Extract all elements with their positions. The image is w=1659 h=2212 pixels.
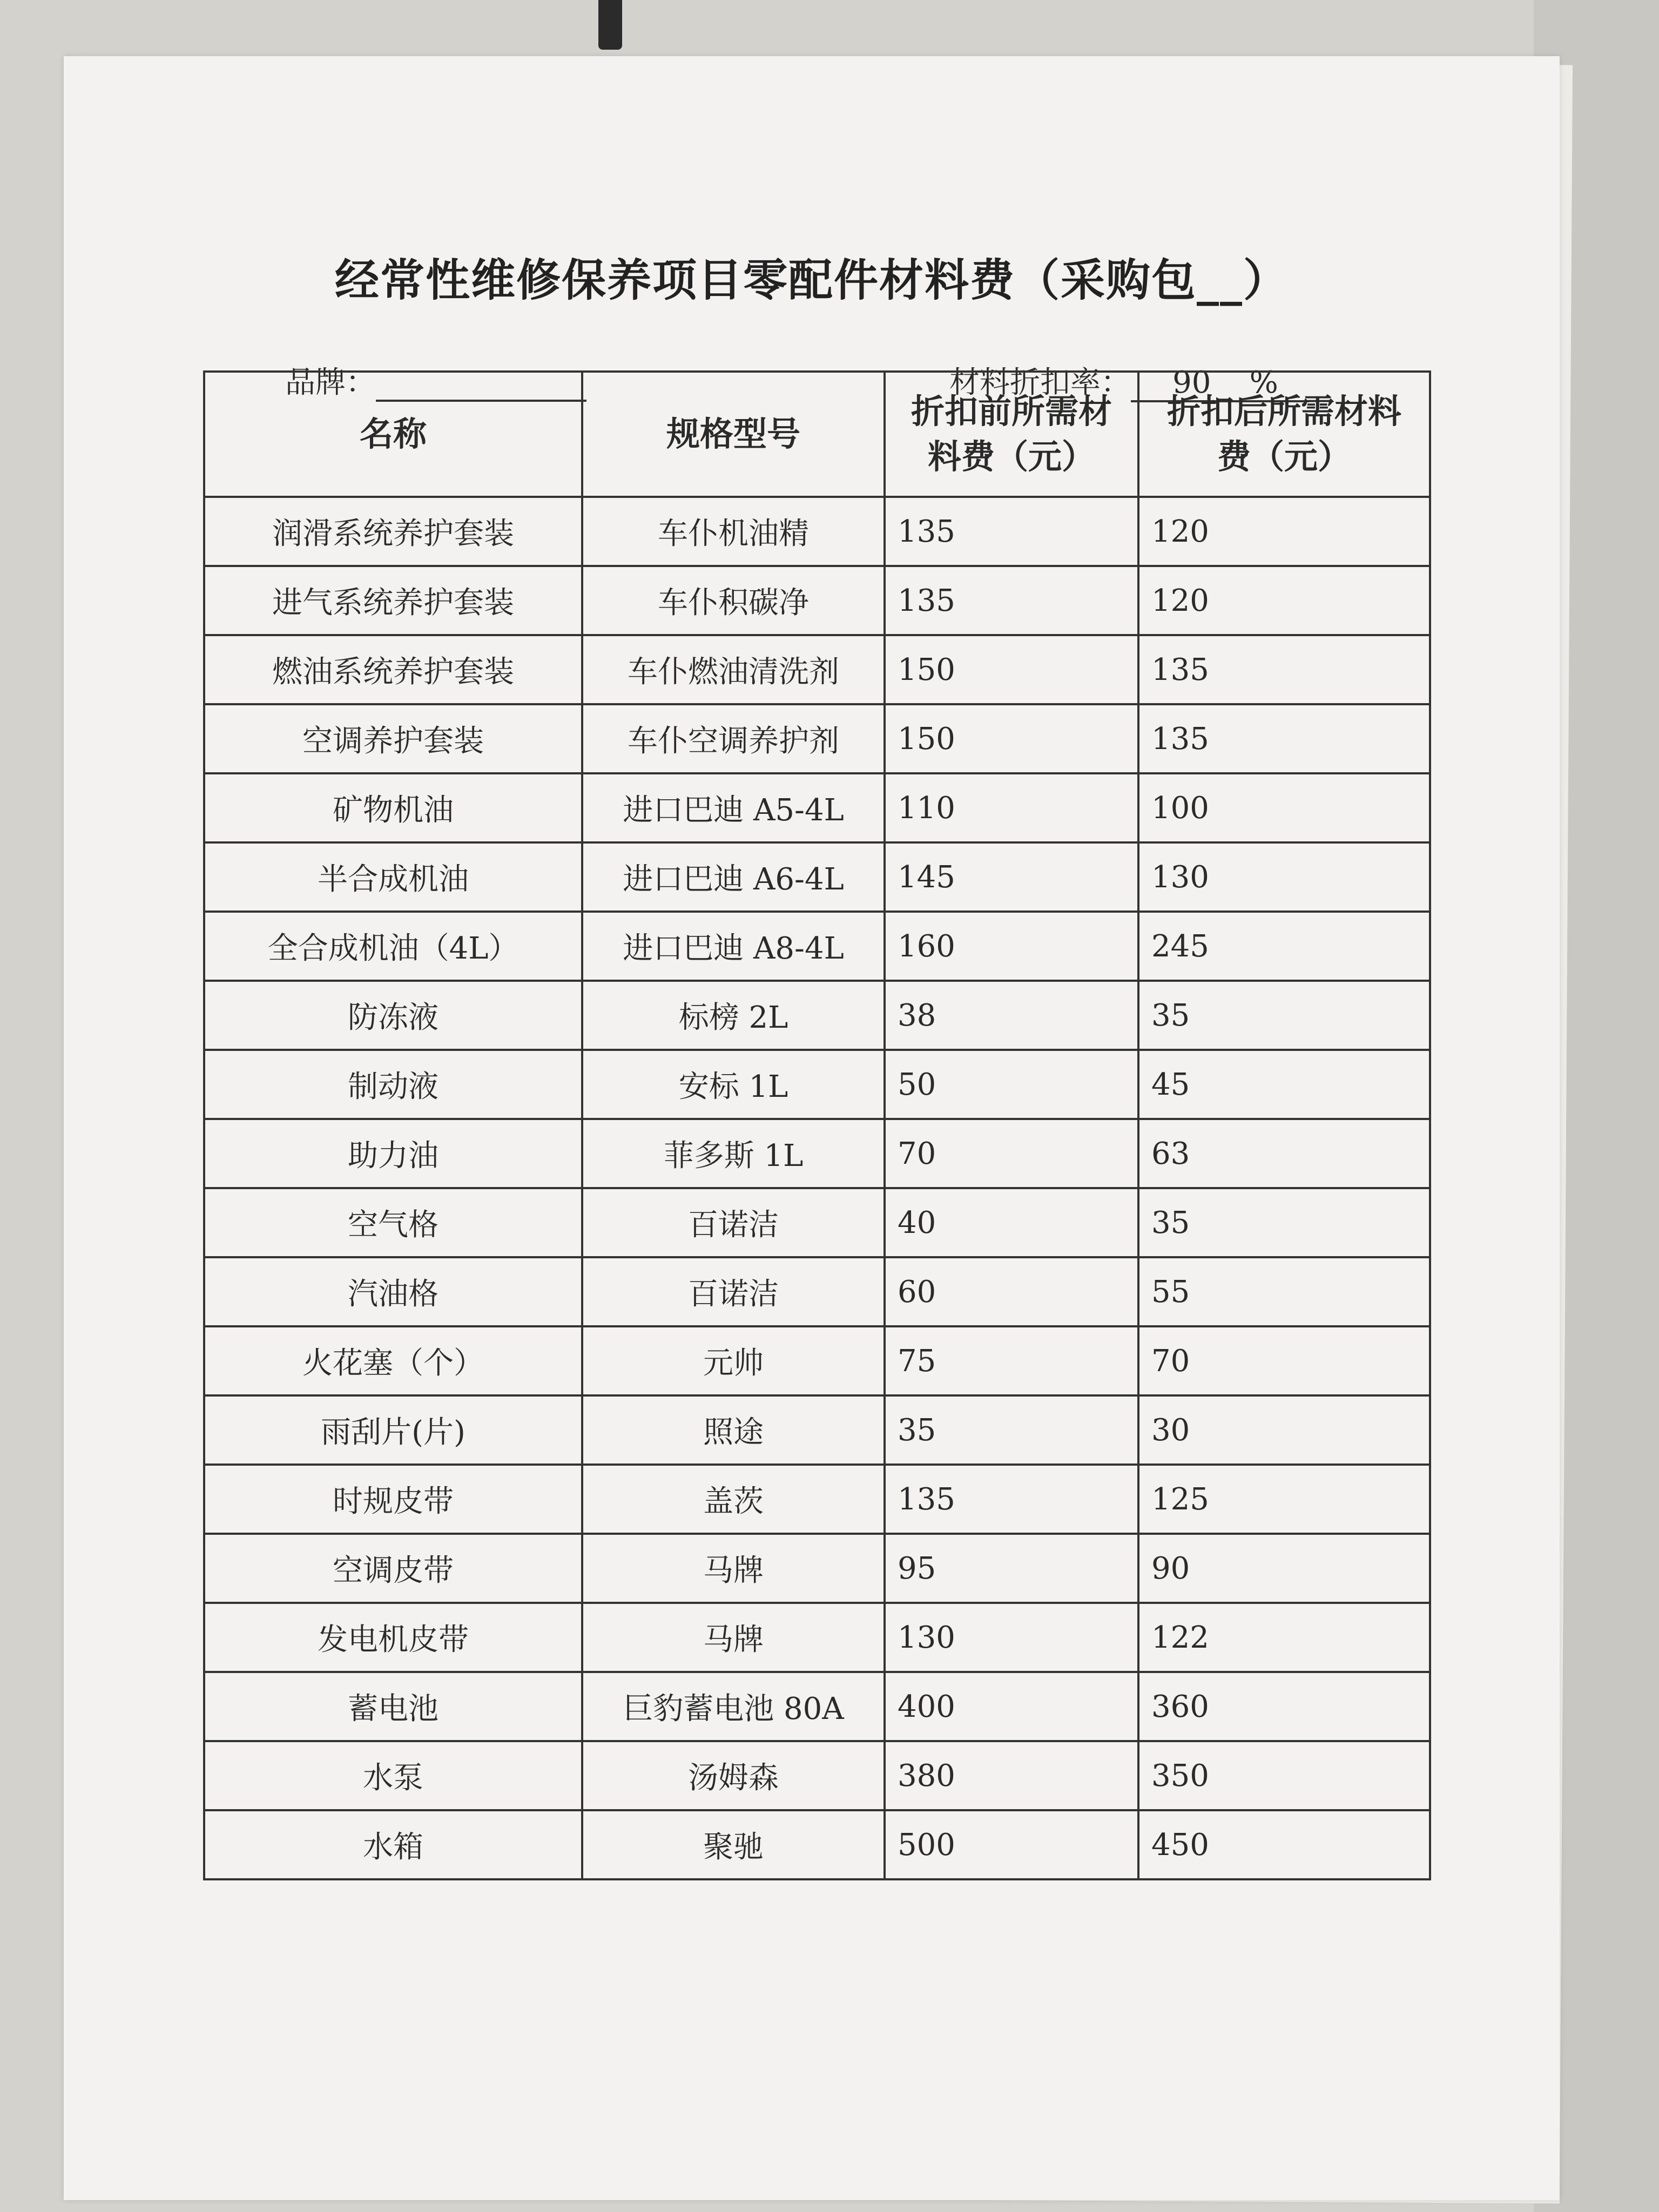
cell-price-after: 130 [1138, 842, 1430, 912]
cell-price-after: 450 [1138, 1810, 1430, 1879]
cell-price-before: 135 [885, 1465, 1138, 1534]
cell-price-before: 50 [885, 1050, 1138, 1119]
table-row [204, 912, 1430, 981]
cell-spec: 车仆积碳净 [582, 566, 885, 635]
cell-price-before: 70 [885, 1119, 1138, 1188]
header-spec: 规格型号 [582, 372, 885, 497]
table-row [204, 1741, 1430, 1810]
table-row [204, 981, 1430, 1050]
cell-name: 水泵 [204, 1741, 582, 1810]
cell-spec: 百诺洁 [582, 1257, 885, 1326]
cell-spec: 标榜 2L [582, 981, 885, 1050]
header-name: 名称 [204, 372, 582, 497]
cell-spec: 马牌 [582, 1603, 885, 1672]
cell-spec: 进口巴迪 A5-4L [582, 773, 885, 842]
table-row [204, 566, 1430, 635]
cell-price-before: 145 [885, 842, 1138, 912]
cell-spec: 车仆空调养护剂 [582, 704, 885, 773]
cell-price-before: 75 [885, 1326, 1138, 1395]
cell-name: 防冻液 [204, 981, 582, 1050]
table-row [204, 1257, 1430, 1326]
cell-price-before: 135 [885, 497, 1138, 566]
cell-price-after: 122 [1138, 1603, 1430, 1672]
cell-price-before: 380 [885, 1741, 1138, 1810]
cell-spec: 进口巴迪 A6-4L [582, 842, 885, 912]
document-page [64, 56, 1560, 2200]
cell-spec: 聚驰 [582, 1810, 885, 1879]
cell-price-before: 400 [885, 1672, 1138, 1741]
cell-price-before: 160 [885, 912, 1138, 981]
cell-name: 润滑系统养护套装 [204, 497, 582, 566]
table-header-row [204, 372, 1430, 497]
cell-price-after: 63 [1138, 1119, 1430, 1188]
cell-spec: 巨豹蓄电池 80A [582, 1672, 885, 1741]
cell-spec: 安标 1L [582, 1050, 885, 1119]
cell-name: 空调养护套装 [204, 704, 582, 773]
table-row [204, 1119, 1430, 1188]
cell-price-before: 150 [885, 635, 1138, 704]
cell-name: 汽油格 [204, 1257, 582, 1326]
cell-price-after: 135 [1138, 635, 1430, 704]
cell-name: 全合成机油（4L） [204, 912, 582, 981]
table-row [204, 704, 1430, 773]
cell-name: 助力油 [204, 1119, 582, 1188]
table-row [204, 773, 1430, 842]
cell-name: 空气格 [204, 1188, 582, 1257]
cell-price-after: 360 [1138, 1672, 1430, 1741]
cell-price-before: 60 [885, 1257, 1138, 1326]
cell-spec: 车仆燃油清洗剂 [582, 635, 885, 704]
document-title: 经常性维修保养项目零配件材料费（采购包__） [334, 254, 1289, 306]
table-row [204, 1050, 1430, 1119]
table-row [204, 1326, 1430, 1395]
cell-spec: 元帅 [582, 1326, 885, 1395]
cell-price-after: 45 [1138, 1050, 1430, 1119]
cell-price-after: 120 [1138, 566, 1430, 635]
cell-price-after: 100 [1138, 773, 1430, 842]
header-price-after-discount: 折扣后所需材料费（元） [1138, 372, 1430, 497]
cell-name: 雨刮片(片) [204, 1395, 582, 1465]
cell-price-before: 110 [885, 773, 1138, 842]
cell-name: 火花塞（个） [204, 1326, 582, 1395]
table-row [204, 497, 1430, 566]
cell-spec: 马牌 [582, 1534, 885, 1603]
cell-price-after: 30 [1138, 1395, 1430, 1465]
cell-price-after: 55 [1138, 1257, 1430, 1326]
table-row [204, 1672, 1430, 1741]
header-price-before-discount: 折扣前所需材料费（元） [885, 372, 1138, 497]
table-row [204, 1395, 1430, 1465]
table-row [204, 842, 1430, 912]
discount-value: 90 [1172, 365, 1211, 400]
cell-name: 进气系统养护套装 [204, 566, 582, 635]
cell-name: 水箱 [204, 1810, 582, 1879]
cell-spec: 进口巴迪 A8-4L [582, 912, 885, 981]
cell-price-after: 245 [1138, 912, 1430, 981]
cell-price-after: 125 [1138, 1465, 1430, 1534]
cell-price-before: 135 [885, 566, 1138, 635]
cell-price-after: 35 [1138, 981, 1430, 1050]
brand-label: 品牌： [285, 365, 376, 400]
cell-price-before: 35 [885, 1395, 1138, 1465]
cell-price-after: 135 [1138, 704, 1430, 773]
cell-name: 空调皮带 [204, 1534, 582, 1603]
cell-price-after: 70 [1138, 1326, 1430, 1395]
cell-price-before: 150 [885, 704, 1138, 773]
table-row [204, 635, 1430, 704]
cell-price-after: 90 [1138, 1534, 1430, 1603]
cell-spec: 百诺洁 [582, 1188, 885, 1257]
discount-unit: % [1249, 365, 1278, 400]
cell-name: 制动液 [204, 1050, 582, 1119]
cell-price-after: 120 [1138, 497, 1430, 566]
cell-price-after: 35 [1138, 1188, 1430, 1257]
table-row [204, 1188, 1430, 1257]
table-row [204, 1810, 1430, 1879]
cell-price-after: 350 [1138, 1741, 1430, 1810]
cell-spec: 盖茨 [582, 1465, 885, 1534]
cell-price-before: 95 [885, 1534, 1138, 1603]
cell-price-before: 38 [885, 981, 1138, 1050]
cell-name: 燃油系统养护套装 [204, 635, 582, 704]
cell-spec: 照途 [582, 1395, 885, 1465]
cell-name: 矿物机油 [204, 773, 582, 842]
paper-clip [598, 0, 622, 50]
cell-name: 蓄电池 [204, 1672, 582, 1741]
cell-spec: 汤姆森 [582, 1741, 885, 1810]
table-row [204, 1534, 1430, 1603]
cell-price-before: 40 [885, 1188, 1138, 1257]
cell-name: 半合成机油 [204, 842, 582, 912]
table-row [204, 1465, 1430, 1534]
cell-name: 发电机皮带 [204, 1603, 582, 1672]
cell-spec: 菲多斯 1L [582, 1119, 885, 1188]
cell-price-before: 500 [885, 1810, 1138, 1879]
discount-label: 材料折扣率： [949, 365, 1131, 400]
parts-cost-table [203, 370, 1431, 1880]
table-row [204, 1603, 1430, 1672]
cell-name: 时规皮带 [204, 1465, 582, 1534]
cell-price-before: 130 [885, 1603, 1138, 1672]
cell-spec: 车仆机油精 [582, 497, 885, 566]
